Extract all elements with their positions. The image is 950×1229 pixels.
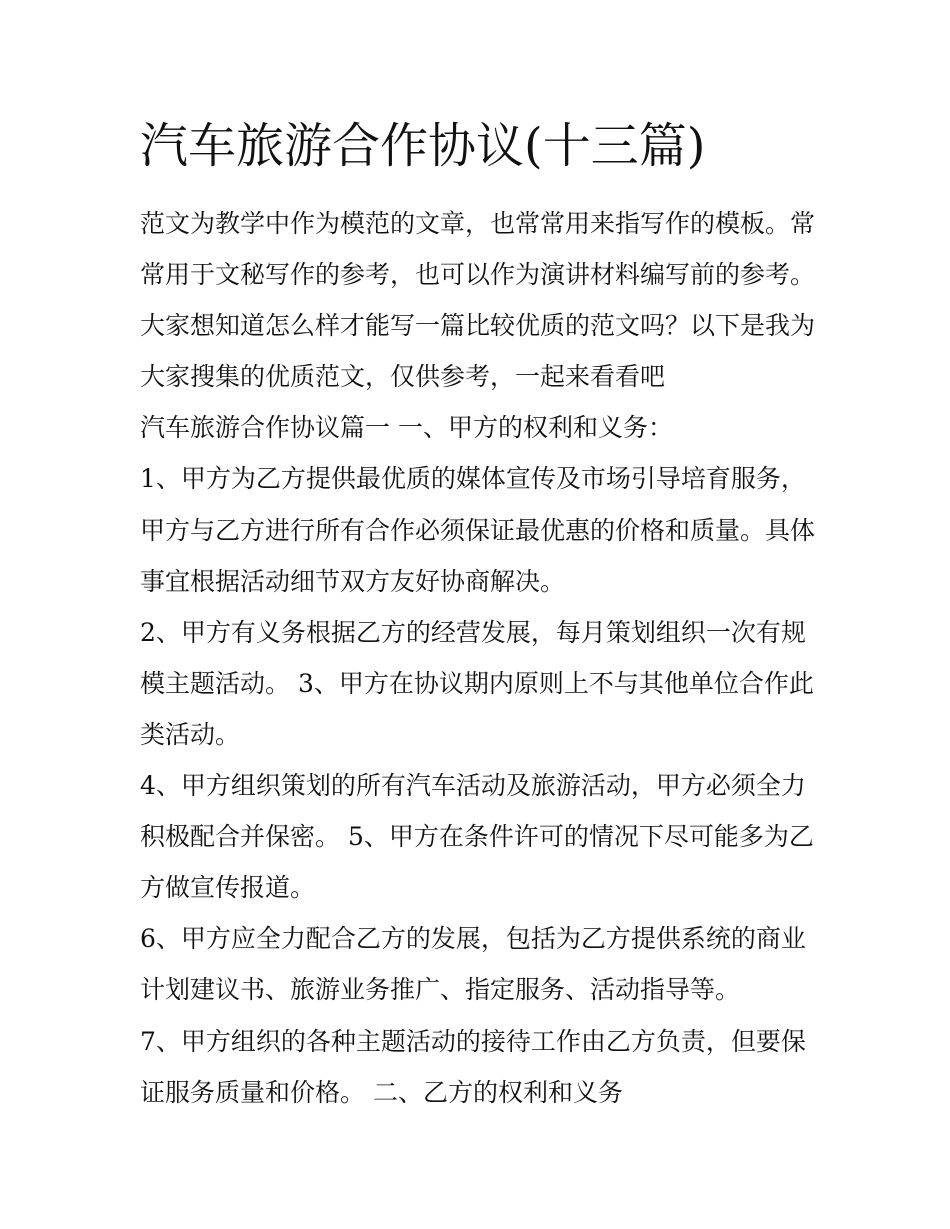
text-line: 6、甲方应全力配合乙方的发展，包括为乙方提供系统的商业 — [140, 924, 806, 954]
text-line: 积极配合并保密。 5、甲方在条件许可的情况下尽可能多为乙 — [140, 822, 814, 852]
text-line: 计划建议书、旅游业务推广、指定服务、活动指导等。 — [140, 975, 741, 1005]
section-heading-line: 汽车旅游合作协议篇一 一、甲方的权利和义务： — [140, 413, 673, 443]
text-line: 甲方与乙方进行所有合作必须保证最优惠的价格和质量。具体 — [140, 515, 816, 545]
document-body — [140, 198, 820, 1118]
text-line: 1、甲方为乙方提供最优质的媒体宣传及市场引导培育服务， — [140, 464, 806, 494]
text-line: 范文为教学中作为模范的文章，也常常用来指写作的模板。常 — [140, 209, 816, 238]
text-line: 7、甲方组织的各种主题活动的接待工作由乙方负责，但要保 — [140, 1026, 806, 1056]
text-line: 模主题活动。 3、甲方在协议期内原则上不与其他单位合作此 — [140, 668, 814, 698]
document-title: 汽车旅游合作协议(十三篇) — [140, 118, 706, 174]
text-line: 类活动。 — [140, 719, 241, 749]
text-line: 事宜根据活动细节双方友好协商解决。 — [140, 566, 566, 596]
text-line: 大家想知道怎么样才能写一篇比较优质的范文吗？以下是我为 — [140, 311, 816, 341]
text-line: 证服务质量和价格。 二、乙方的权利和义务 — [140, 1077, 623, 1107]
text-line: 2、甲方有义务根据乙方的经营发展，每月策划组织一次有规 — [140, 617, 806, 647]
text-line: 4、甲方组织策划的所有汽车活动及旅游活动，甲方必须全力 — [140, 771, 806, 801]
text-line: 大家搜集的优质范文，仅供参考，一起来看看吧 — [140, 362, 666, 392]
text-line: 常用于文秘写作的参考，也可以作为演讲材料编写前的参考。 — [140, 260, 816, 290]
text-line: 方做宣传报道。 — [140, 873, 316, 903]
